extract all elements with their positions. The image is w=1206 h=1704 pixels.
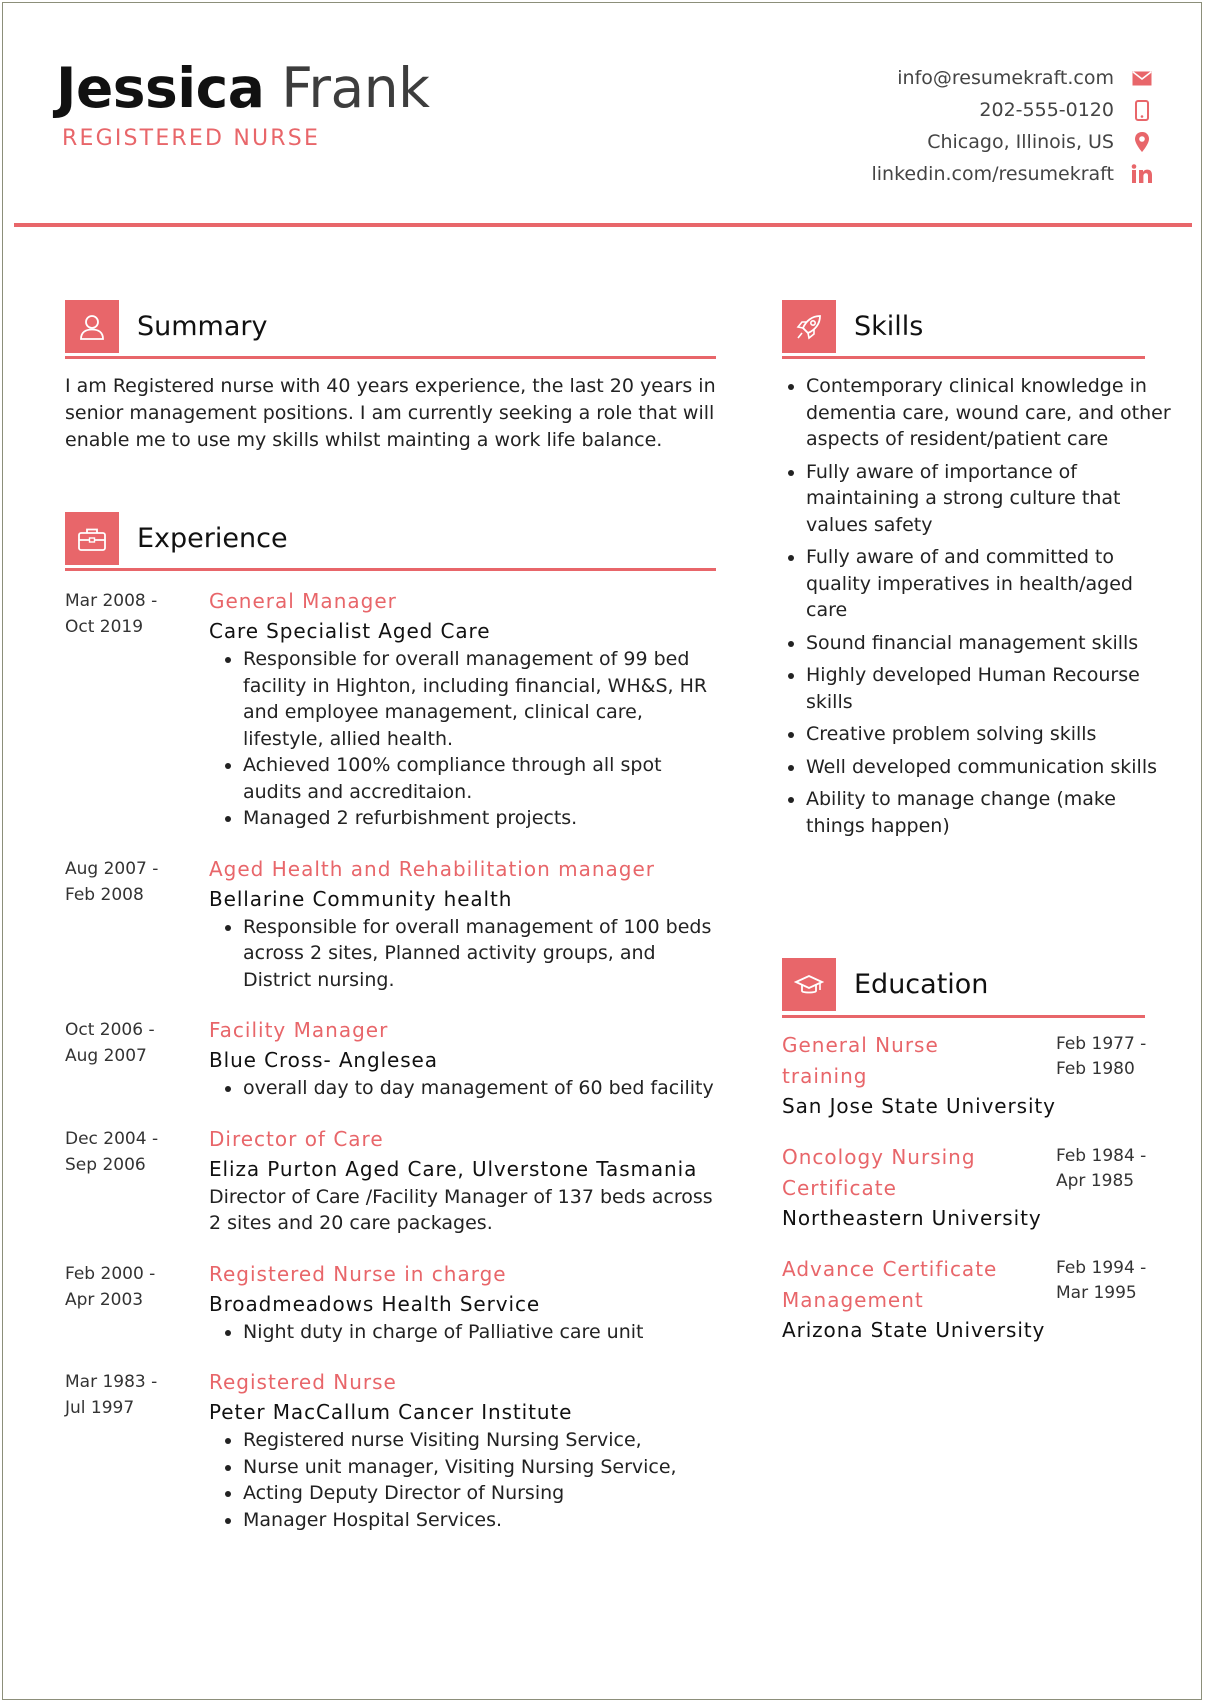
experience-item: [65, 1259, 725, 1346]
education-dates: Feb 1984 - Apr 1985: [1056, 1146, 1147, 1191]
job-role: Registered Nurse: [209, 1370, 397, 1394]
experience-title: Experience: [137, 523, 288, 554]
job-bullet: • Responsible for overall management of 100 beds across 2 sites, Planned activity groups, and District nursing.: [243, 914, 725, 994]
skill-item: • Contemporary clinical knowledge in dementia care, wound care, and other aspects of resident/patient care: [806, 373, 1176, 453]
last-name: Frank: [281, 56, 430, 120]
skills-heading: [782, 300, 923, 353]
skills-list: [782, 373, 1176, 845]
education-item: [782, 1254, 1152, 1344]
job-bullet: • Achieved 100% compliance through all spot audits and accreditaion.: [243, 752, 725, 805]
education-school: Northeastern University: [782, 1206, 1042, 1230]
experience-list: [65, 586, 725, 1533]
job-description: Director of Care /Facility Manager of 137 beds across 2 sites and 20 care packages.: [209, 1185, 713, 1234]
rocket-icon: [782, 300, 836, 353]
linkedin-text: linkedin.com/resumekraft: [871, 163, 1114, 185]
phone-text: 202-555-0120: [979, 99, 1114, 121]
job-dates: Mar 1983 - Jul 1997: [65, 1372, 158, 1418]
skill-item: • Sound financial management skills: [806, 630, 1176, 657]
envelope-icon: [1130, 66, 1154, 90]
experience-item: [65, 1367, 725, 1533]
job-company: Blue Cross- Anglesea: [209, 1048, 438, 1072]
candidate-name: [56, 52, 429, 124]
education-school: San Jose State University: [782, 1094, 1056, 1118]
contact-email[interactable]: [634, 62, 1154, 94]
skill-item: • Highly developed Human Recourse skills: [806, 662, 1176, 715]
skills-divider: [782, 356, 1145, 359]
summary-heading: [65, 300, 267, 353]
job-bullet: • Acting Deputy Director of Nursing: [243, 1480, 725, 1507]
job-bullets: [209, 1319, 725, 1346]
education-list: [782, 1030, 1152, 1366]
job-dates: Aug 2007 - Feb 2008: [65, 858, 159, 905]
skill-item: • Fully aware of and committed to quality imperatives in health/aged care: [806, 544, 1176, 624]
job-company: Bellarine Community health: [209, 886, 513, 911]
job-company: Care Specialist Aged Care: [209, 619, 491, 643]
experience-item: [65, 1015, 725, 1102]
skill-item: • Creative problem solving skills: [806, 721, 1176, 748]
education-heading: [782, 958, 988, 1011]
education-title: Education: [854, 969, 989, 1000]
education-degree: Oncology Nursing Certificate: [782, 1145, 976, 1200]
job-dates: Oct 2006 - Aug 2007: [65, 1020, 155, 1066]
job-role: General Manager: [209, 589, 397, 613]
contact-phone[interactable]: [634, 94, 1154, 126]
education-item: [782, 1142, 1152, 1232]
education-school: Arizona State University: [782, 1318, 1046, 1342]
job-role: Aged Health and Rehabilitation manager: [209, 856, 656, 881]
phone-icon: [1130, 98, 1154, 122]
linkedin-icon: [1130, 162, 1154, 186]
job-bullet: • Responsible for overall management of 99 bed facility in Highton, including financial, WH&S, HR and employee management, clinical care, lifestyle, allied health.: [243, 646, 725, 752]
email-text: info@resumekraft.com: [897, 67, 1114, 89]
summary-title: Summary: [137, 311, 268, 342]
job-role: Facility Manager: [209, 1018, 389, 1042]
experience-item: [65, 1124, 725, 1237]
skill-item: • Ability to manage change (make things happen): [806, 786, 1176, 839]
location-pin-icon: [1130, 130, 1154, 154]
job-bullet: • Manager Hospital Services.: [243, 1507, 725, 1534]
job-bullet: • Registered nurse Visiting Nursing Service,: [243, 1427, 725, 1454]
education-dates: Feb 1977 - Feb 1980: [1056, 1034, 1147, 1079]
contact-linkedin[interactable]: [634, 158, 1154, 190]
job-company: Broadmeadows Health Service: [209, 1291, 541, 1316]
education-item: [782, 1030, 1152, 1120]
user-icon: [65, 300, 119, 353]
job-company: Eliza Purton Aged Care, Ulverstone Tasmania: [209, 1156, 698, 1181]
experience-divider: [65, 568, 716, 571]
education-degree: General Nurse training: [782, 1033, 939, 1088]
job-bullets: [209, 914, 725, 994]
job-bullet: • Nurse unit manager, Visiting Nursing Service,: [243, 1454, 725, 1481]
skill-item: • Well developed communication skills: [806, 754, 1176, 781]
job-dates: Mar 2008 - Oct 2019: [65, 591, 158, 637]
education-dates: Feb 1994 - Mar 1995: [1056, 1258, 1147, 1303]
job-bullets: [209, 1427, 725, 1533]
contact-block: [634, 62, 1154, 190]
job-bullet: • overall day to day management of 60 bed facility: [243, 1075, 725, 1102]
job-dates: Dec 2004 - Sep 2006: [65, 1128, 159, 1175]
job-company: Peter MacCallum Cancer Institute: [209, 1400, 573, 1424]
skill-item: • Fully aware of importance of maintaining a strong culture that values safety: [806, 459, 1176, 539]
job-role: Director of Care: [209, 1126, 384, 1151]
skills-title: Skills: [854, 311, 924, 342]
header-divider: [14, 223, 1192, 227]
job-title: REGISTERED NURSE: [62, 126, 321, 151]
job-bullet: • Night duty in charge of Palliative care unit: [243, 1319, 725, 1346]
job-bullet: • Managed 2 refurbishment projects.: [243, 805, 725, 832]
summary-text: I am Registered nurse with 40 years experience, the last 20 years in senior management positions. I am currently seeking a role that will enable me to use my skills whilst mainting a work life balance.: [65, 375, 716, 451]
graduation-cap-icon: [782, 958, 836, 1011]
education-divider: [782, 1015, 1145, 1018]
job-dates: Feb 2000 - Apr 2003: [65, 1263, 156, 1310]
job-bullets: [209, 646, 725, 832]
job-role: Registered Nurse in charge: [209, 1261, 507, 1286]
location-text: Chicago, Illinois, US: [927, 131, 1114, 153]
summary-divider: [65, 356, 716, 359]
job-bullets: [209, 1075, 725, 1102]
briefcase-icon: [65, 512, 119, 565]
contact-location: [634, 126, 1154, 158]
experience-item: [65, 854, 725, 994]
education-degree: Advance Certificate Management: [782, 1257, 998, 1312]
experience-heading: [65, 512, 288, 565]
experience-item: [65, 586, 725, 832]
first-name: Jessica: [56, 56, 265, 120]
